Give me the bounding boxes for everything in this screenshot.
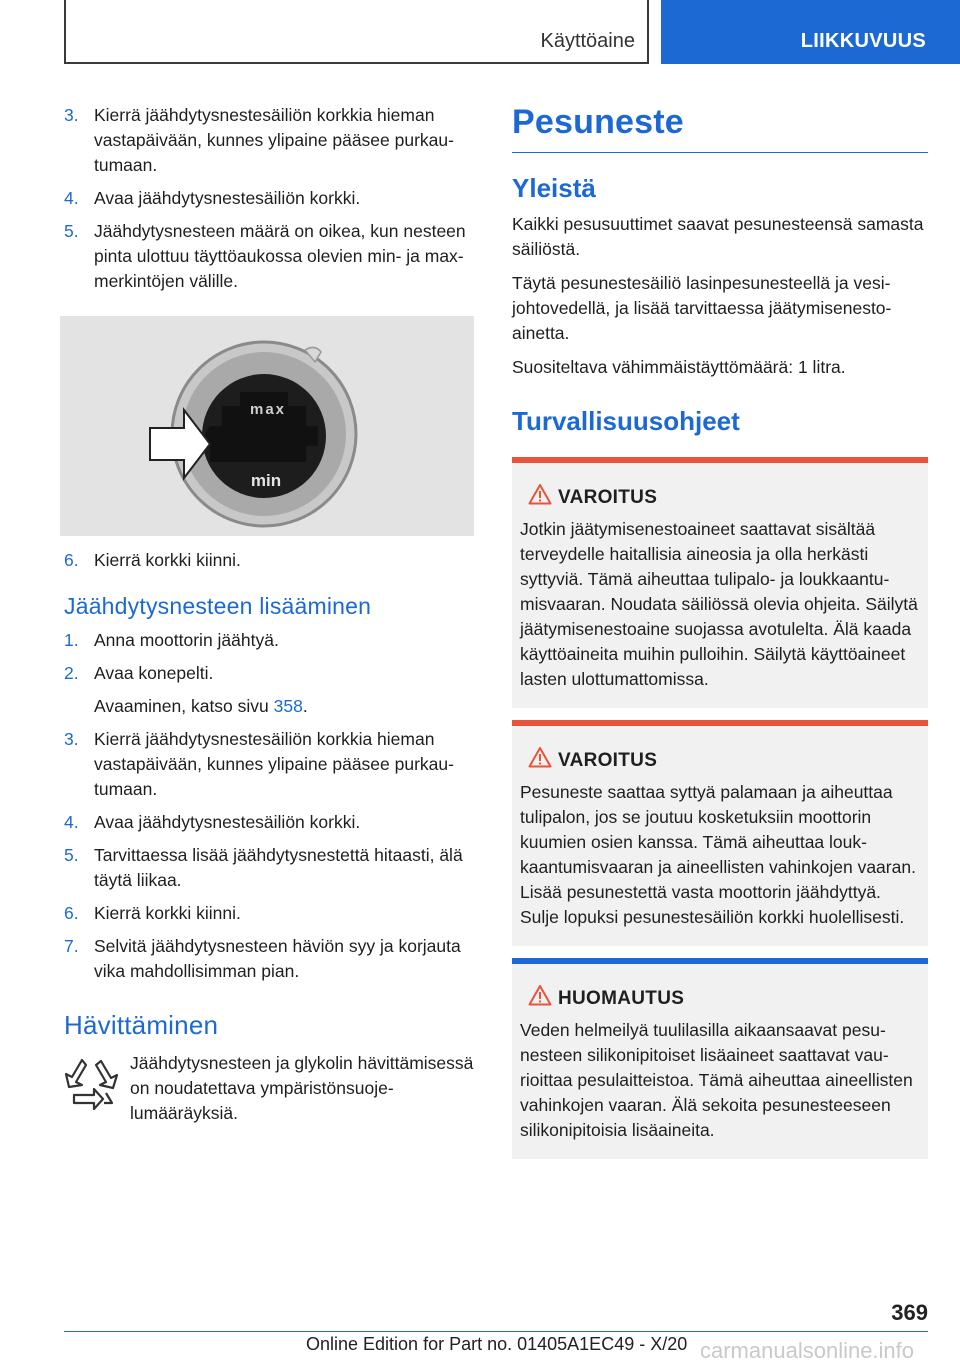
warning-header (520, 483, 920, 513)
step-number: 6. (64, 903, 79, 923)
list-item (64, 901, 476, 926)
add-coolant-steps (64, 628, 476, 686)
notice-header (520, 984, 920, 1014)
header-section-tab (661, 0, 960, 64)
coolant-check-steps (64, 103, 476, 294)
watermark: carmanualsonline.info (700, 1338, 915, 1362)
step-number: 6. (64, 550, 79, 570)
list-item (64, 103, 476, 178)
right-column (512, 103, 928, 1159)
add-coolant-heading: Jäähdytysnesteen lisääminen (64, 593, 372, 619)
warning-text: Jotkin jäätymisenestoaineet saattavat sisältää terveydelle haitallisia aineosia ja olla herkästi syttyviä. Tämä aiheuttaa tulipalo- ja loukkaantumisvaaran. Noudata säiliössä olevia ohjeita. Säilytä jäätymisenestoaine suojassa avotulelta. Älä kaada käyttöaineita muihin pulloihin. Säilytä käyttöaineet lasten ulottumattomissa. (520, 519, 918, 689)
list-item (64, 548, 476, 573)
header-chapter-box (64, 0, 649, 64)
list-item (64, 934, 476, 984)
step-text: Tarvittaessa lisää jäähdytysnestettä hitaasti, älä täytä liikaa. (94, 845, 463, 890)
coolant-check-steps-end (64, 548, 476, 573)
page-number: 369 (891, 1300, 928, 1325)
notice-label: HUOMAUTUS (558, 988, 685, 1009)
warning-box (512, 457, 928, 708)
left-column (64, 103, 476, 1126)
general-paragraph: Suositeltava vähimmäistäyttömäärä: 1 litra. (512, 357, 846, 377)
cross-reference-end: . (302, 696, 308, 716)
disposal-note (64, 1051, 476, 1126)
safety-heading: Turvallisuusohjeet (512, 406, 740, 436)
step-text: Kierrä korkki kiinni. (94, 903, 241, 923)
warning-triangle-icon (528, 483, 552, 505)
step-text: Avaa jäähdytysnestesäiliön korkki. (94, 812, 361, 832)
step-number: 2. (64, 663, 79, 683)
step-number: 7. (64, 936, 79, 956)
step-number: 3. (64, 729, 79, 749)
disposal-heading: Hävittäminen (64, 1010, 219, 1040)
list-item (64, 727, 476, 802)
cross-reference-text: Avaaminen, katso sivu (94, 696, 274, 716)
page-link[interactable]: 358 (273, 696, 303, 716)
general-heading: Yleistä (512, 173, 596, 203)
step-text: Anna moottorin jäähtyä. (94, 630, 279, 650)
step-text: Kierrä korkki kiinni. (94, 550, 241, 570)
list-item (64, 628, 476, 653)
step-number: 4. (64, 188, 79, 208)
header-chapter-title: Käyttöaine (540, 30, 635, 52)
footer-divider (64, 1331, 928, 1332)
warning-triangle-icon (528, 984, 552, 1006)
notice-box (512, 958, 928, 1159)
step-text: Selvitä jäähdytysnesteen häviön syy ja korjauta vika mahdollisimman pian. (94, 936, 461, 981)
cross-reference (64, 694, 476, 719)
notice-text: Veden helmeilyä tuulilasilla aikaansaavat pesunesteen silikonipitoiset lisäaineet saattavat vaurioittaa pesulaitteistoa. Tämä aiheuttaa aineellisten vahinkojen vaaran. Älä sekoita pesunesteeseen silikonipitoisia lisäaineita. (520, 1020, 913, 1140)
warning-box (512, 720, 928, 946)
warning-label: VAROITUS (558, 487, 658, 508)
step-number: 4. (64, 812, 79, 832)
header-section-title: LIIKKUVUUS (800, 30, 926, 52)
warning-text: Pesuneste saattaa syttyä palamaan ja aiheuttaa tulipalon, jos se joutuu kosketuksiin moottorin kuumien osien kanssa. Tämä aiheuttaa loukkaantumisvaaran ja aineellisten vahinkojen vaaran. Lisää pesunestettä vasta moottorin jäähdyttyä. Sulje lopuksi pesunestesäiliön korkki huolellisesti. (520, 782, 916, 927)
list-item (64, 810, 476, 835)
coolant-reservoir-illustration (60, 316, 474, 536)
list-item (64, 843, 476, 893)
disposal-text: Jäähdytysnesteen ja glykolin hävittämisessä on noudatettava ympäristönsuojelumääräyksiä. (130, 1053, 474, 1123)
general-paragraph: Täytä pesunestesäiliö lasinpesunesteellä ja vesijohtovedellä, ja lisää tarvittaessa jäätymisenestoainetta. (512, 273, 892, 343)
step-number: 3. (64, 105, 79, 125)
step-text: Kierrä jäähdytysnestesäiliön korkkia hieman vastapäivään, kunnes ylipaine pääsee purkautumaan. (94, 729, 454, 799)
general-paragraph: Kaikki pesusuuttimet saavat pesunesteensä samasta säiliöstä. (512, 214, 924, 259)
warning-header (520, 746, 920, 776)
warning-label: VAROITUS (558, 750, 658, 771)
step-text: Avaa konepelti. (94, 663, 214, 683)
list-item (64, 661, 476, 686)
step-text: Avaa jäähdytysnestesäiliön korkki. (94, 188, 361, 208)
step-number: 5. (64, 845, 79, 865)
add-coolant-steps-cont (64, 727, 476, 984)
footer-edition: Online Edition for Part no. 01405A1EC49 - X/20 (306, 1334, 688, 1354)
step-number: 1. (64, 630, 79, 650)
list-item (64, 186, 476, 211)
min-mark-label: min (250, 471, 282, 490)
list-item (64, 219, 476, 294)
washer-fluid-title: Pesuneste (512, 103, 928, 153)
coolant-level-figure (60, 316, 474, 536)
step-text: Kierrä jäähdytysnestesäiliön korkkia hieman vastapäivään, kunnes ylipaine pääsee purkautumaan. (94, 105, 454, 175)
max-mark-label: max (249, 401, 287, 418)
recycle-icon (64, 1057, 120, 1113)
warning-triangle-icon (528, 746, 552, 768)
step-text: Jäähdytysnesteen määrä on oikea, kun nesteen pinta ulottuu täyttöaukossa olevien min- ja max-merkintöjen välille. (94, 221, 466, 291)
step-number: 5. (64, 221, 79, 241)
